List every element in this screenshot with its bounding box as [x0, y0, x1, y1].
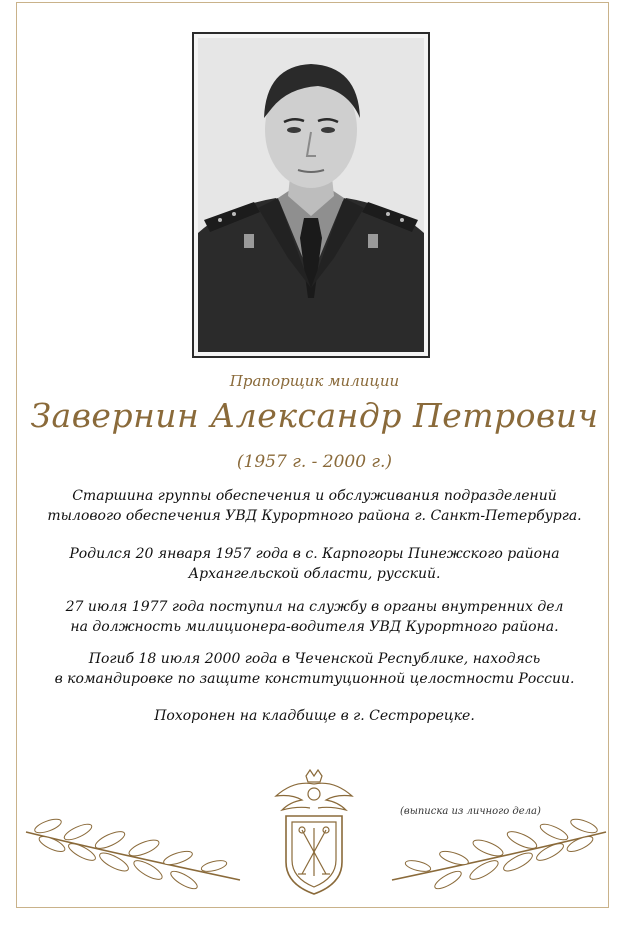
bio-line: на должность милиционера-водителя УВД Курортного района.	[70, 619, 559, 635]
bio-paragraph-service	[30, 597, 599, 637]
bio-line: 27 июля 1977 года поступил на службу в органы внутренних дел	[65, 599, 564, 615]
life-years: (1957 г. - 2000 г.)	[236, 452, 393, 472]
laurel-branch-left-icon	[18, 802, 248, 892]
bio-line: Родился 20 января 1957 года в с. Карпогоры Пинежского района	[69, 546, 560, 562]
bio-paragraph-position	[30, 486, 599, 526]
person-name: Завернин Александр Петрович	[30, 396, 599, 435]
portrait-silhouette	[198, 38, 424, 352]
bio-line: в командировке по защите конституционной целостности России.	[54, 671, 575, 687]
bio-paragraph-death	[30, 649, 599, 689]
portrait-photo	[192, 32, 430, 358]
source-note: (выписка из личного дела)	[400, 806, 541, 817]
bio-paragraph-birth	[30, 544, 599, 584]
bio-line: тылового обеспечения УВД Курортного района г. Санкт-Петербурга.	[47, 508, 582, 524]
laurel-branch-right-icon	[384, 802, 614, 892]
bio-line: Архангельской области, русский.	[188, 566, 441, 582]
bio-line: Старшина группы обеспечения и обслуживания подразделений	[72, 488, 557, 504]
police-emblem-icon	[272, 768, 356, 898]
bio-line: Погиб 18 июля 2000 года в Чеченской Республике, находясь	[88, 651, 541, 667]
bio-paragraph-burial	[30, 706, 599, 726]
bio-line: Похоронен на кладбище в г. Сестрорецке.	[154, 708, 475, 724]
rank-title: Прапорщик милиции	[229, 372, 400, 390]
